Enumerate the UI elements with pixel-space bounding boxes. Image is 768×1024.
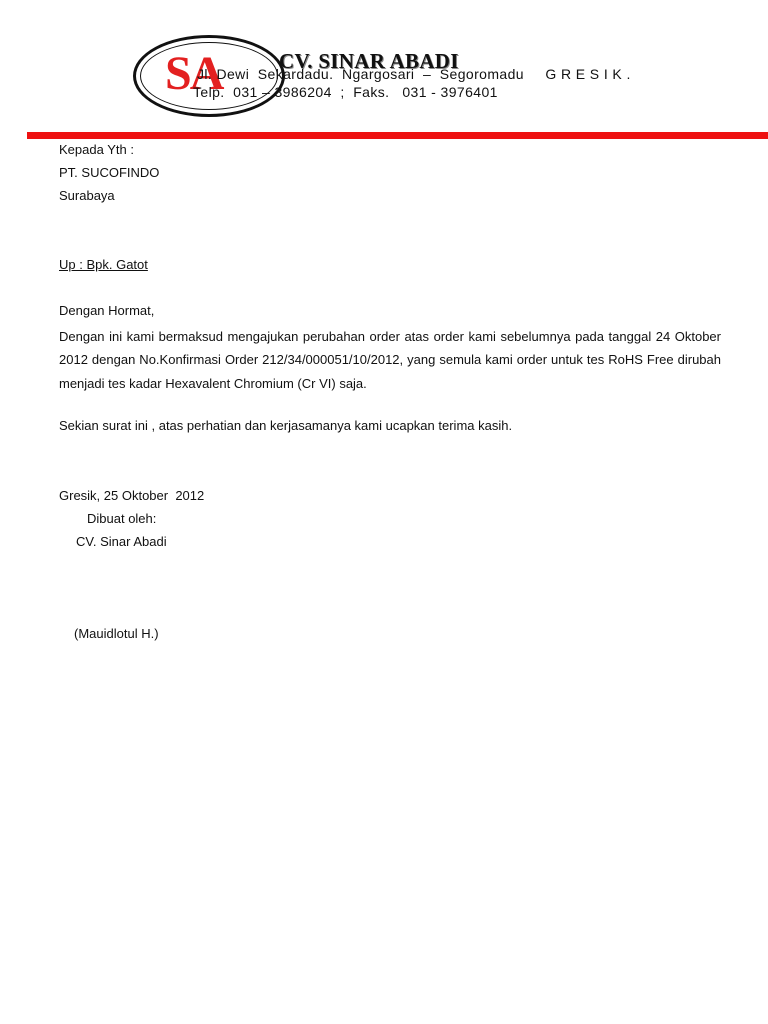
place-date: Gresik, 25 Oktober 2012 xyxy=(59,488,205,503)
recipient-heading: Kepada Yth : xyxy=(59,142,134,157)
company-phone-fax: Telp. 031 – 3986204 ; Faks. 031 - 3976401 xyxy=(193,84,498,100)
recipient-company: PT. SUCOFINDO xyxy=(59,165,160,180)
attention-line: Up : Bpk. Gatot xyxy=(59,257,148,272)
closing-sentence: Sekian surat ini , atas perhatian dan kerjasamanya kami ucapkan terima kasih. xyxy=(59,418,513,433)
made-by-label: Dibuat oleh: xyxy=(87,511,157,526)
signing-company: CV. Sinar Abadi xyxy=(76,534,167,549)
company-name: CV. SINAR ABADI xyxy=(279,49,459,73)
body-paragraph: Dengan ini kami bermaksud mengajukan perubahan order atas order kami sebelumnya pada tanggal 24 Oktober 2012 dengan No.Konfirmasi Order 212/34/000051/10/2012, yang semula kami order untuk tes RoHS Free dirubah menjadi tes kadar Hexavalent Chromium (Cr VI) saja. xyxy=(59,329,721,391)
recipient-city: Surabaya xyxy=(59,188,115,203)
company-logo-initials: SA xyxy=(165,47,223,100)
salutation: Dengan Hormat, xyxy=(59,303,155,318)
company-address: Jl. Dewi Sekardadu. Ngargosari – Segoromadu G R E S I K . xyxy=(197,66,631,82)
signer-name: (Mauidlotul H.) xyxy=(74,626,159,641)
letterhead-divider xyxy=(27,132,768,139)
